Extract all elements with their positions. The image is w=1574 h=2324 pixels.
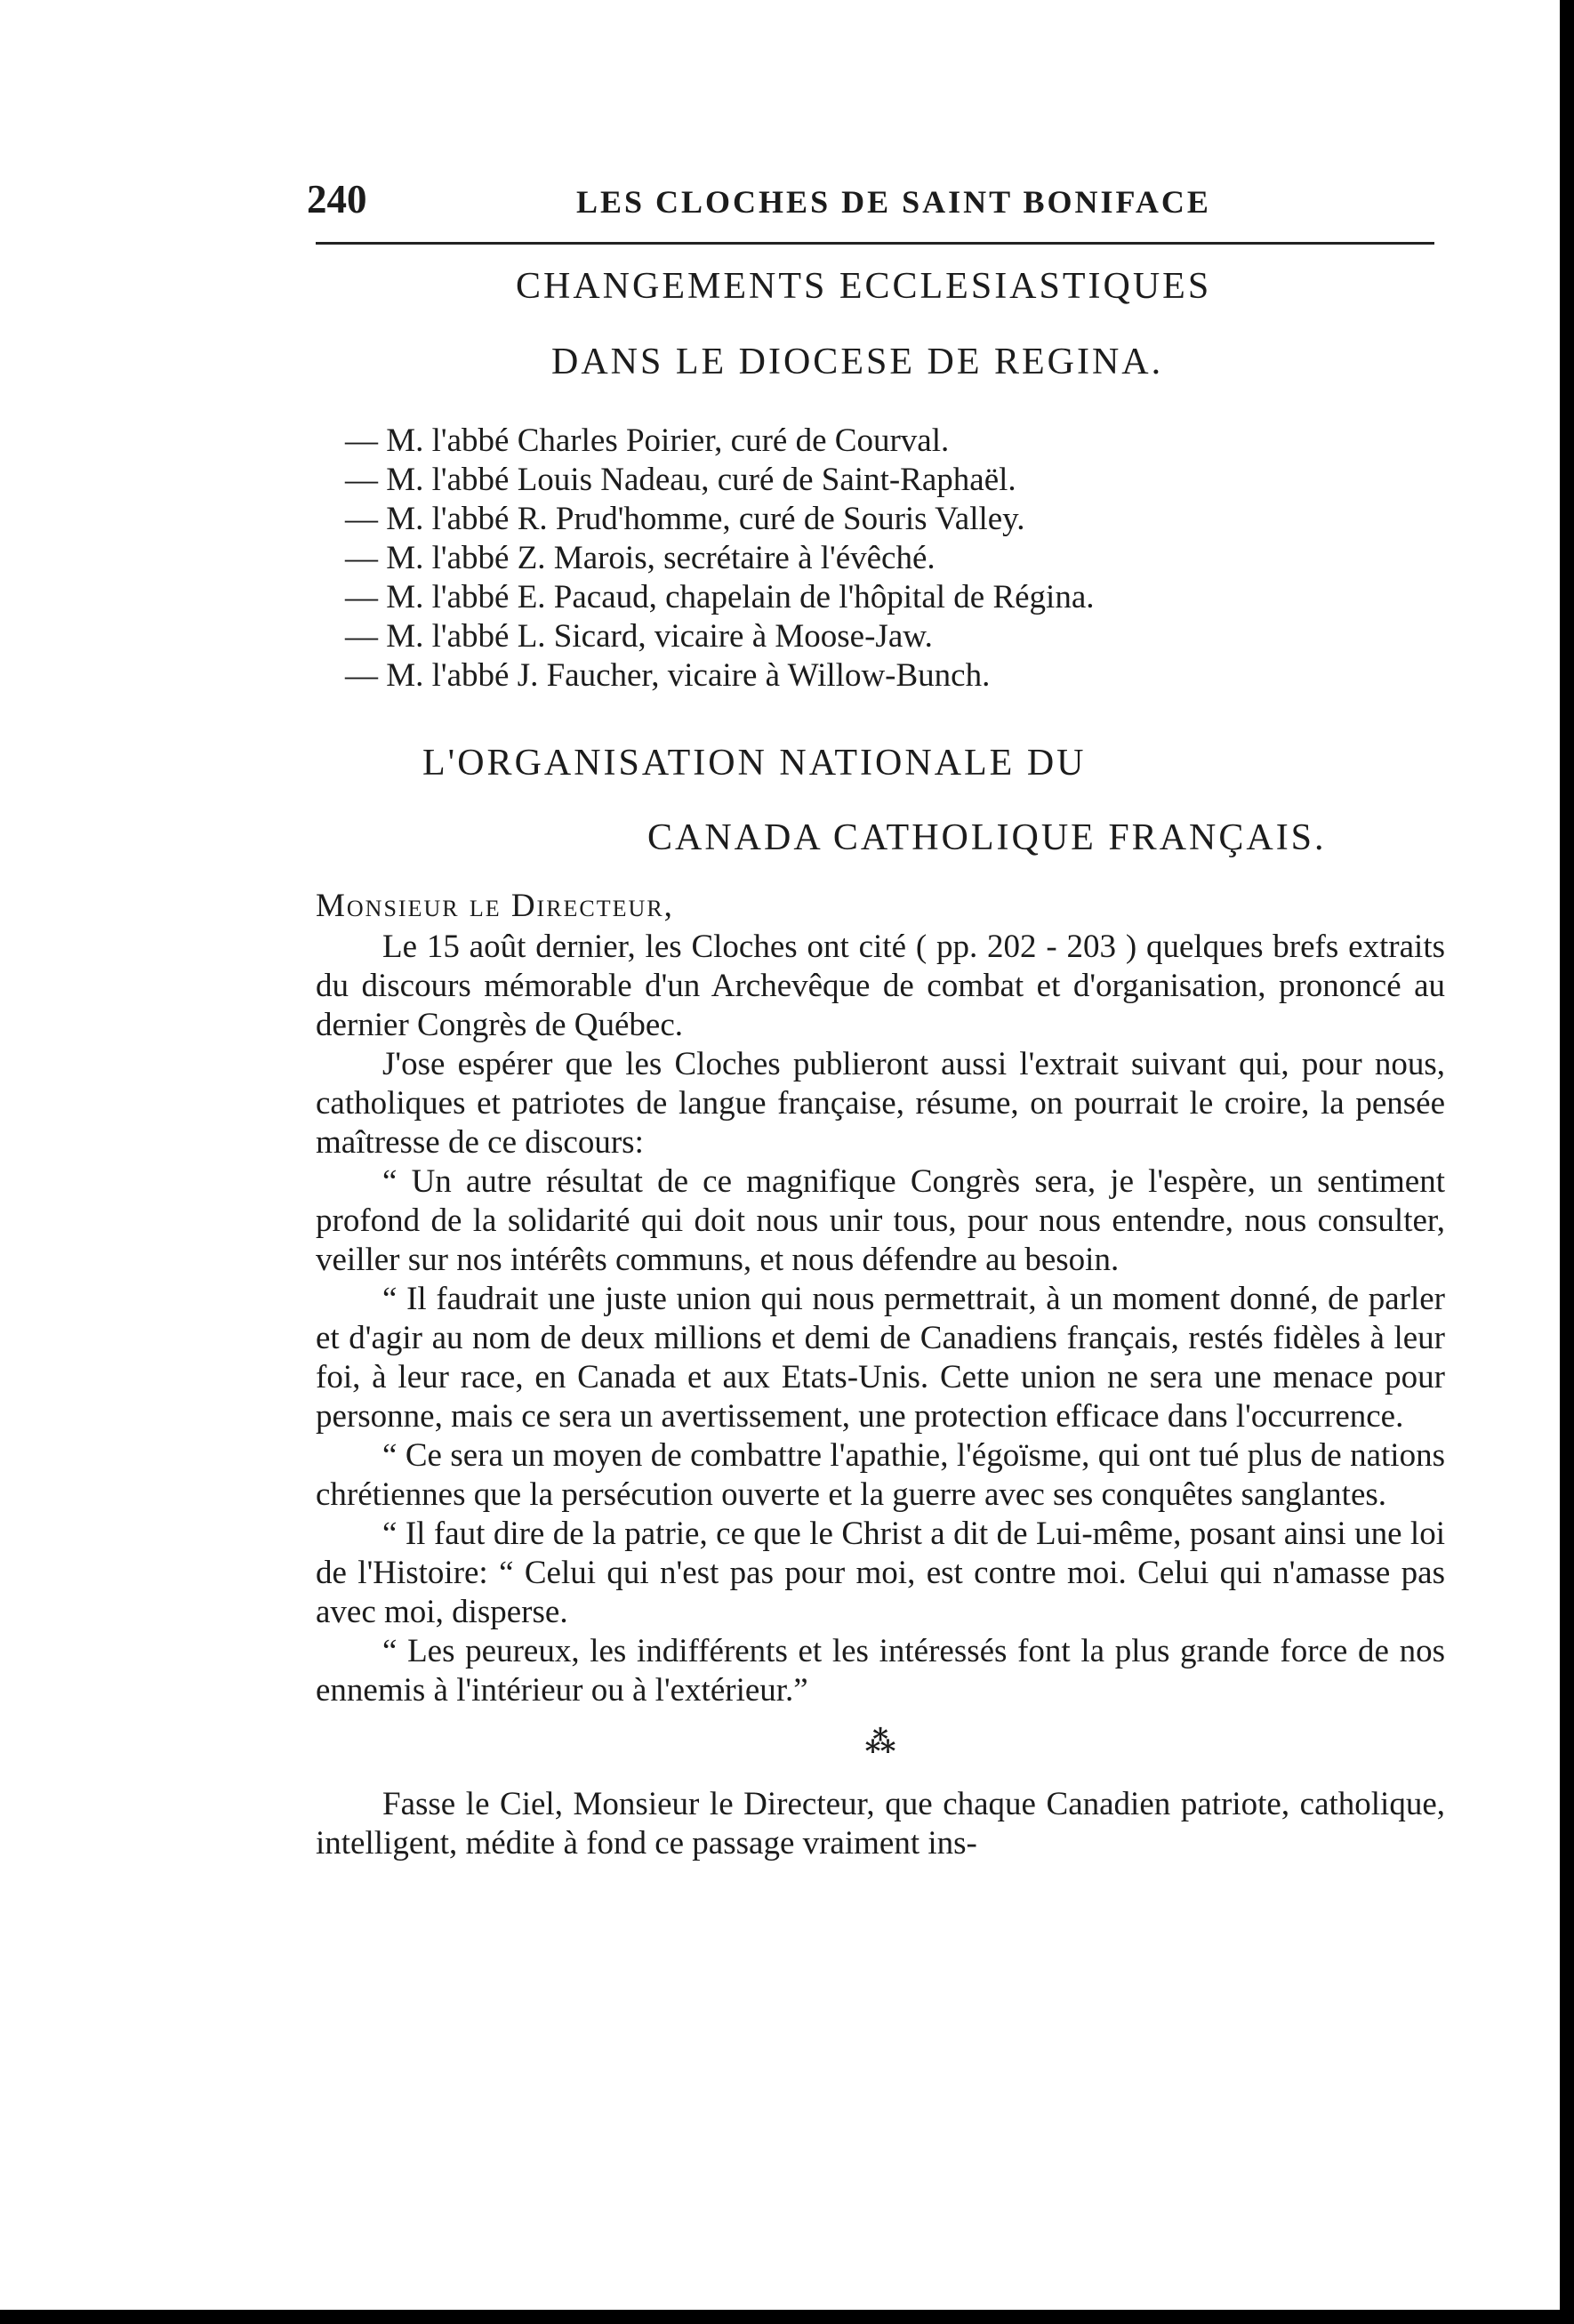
page-header: [307, 176, 1434, 229]
list-item: — M. l'abbé Z. Marois, secrétaire à l'évêché.: [345, 540, 936, 576]
section-title: CHANGEMENTS ECCLESIASTIQUES: [516, 266, 1212, 307]
quoted-paragraph: “ Ce sera un moyen de combattre l'apathie, l'égoïsme, qui ont tué plus de nations chrétiennes que la persécution ouverte et la guerre avec ses conquêtes sanglantes.: [316, 1437, 1445, 1513]
scan-border-bottom: [0, 2310, 1574, 2324]
running-title: LES CLOCHES DE SAINT BONIFACE: [576, 184, 1211, 220]
list-item: — M. l'abbé E. Pacaud, chapelain de l'hôpital de Régina.: [345, 579, 1095, 615]
list-item: — M. l'abbé Louis Nadeau, curé de Saint-Raphaël.: [345, 462, 1016, 498]
article-title-line1: L'ORGANISATION NATIONALE DU: [422, 743, 1087, 784]
letter-body: [316, 887, 1445, 1863]
letter-paragraph: Le 15 août dernier, les Cloches ont cité ( pp. 202 - 203 ) quelques brefs extraits du discours mémorable d'un Archevêque de combat et d'organisation, prononcé au dernier Congrès de Québec.: [316, 929, 1445, 1043]
asterism-separator: ⁂: [864, 1726, 896, 1759]
page-number: 240: [307, 177, 367, 221]
list-item: — M. l'abbé Charles Poirier, curé de Courval.: [345, 422, 950, 459]
list-item: — M. l'abbé R. Prud'homme, curé de Souris Valley.: [345, 501, 1025, 537]
quoted-paragraph: “ Un autre résultat de ce magnifique Congrès sera, je l'espère, un sentiment profond de la solidarité qui doit nous unir tous, pour nous entendre, nous consulter, veiller sur nos intérêts communs, et nous défendre au besoin.: [316, 1163, 1445, 1278]
letter-salutation: Monsieur le Directeur,: [316, 888, 674, 924]
quoted-paragraph: “ Les peureux, les indifférents et les intéressés font la plus grande force de nos ennemis à l'intérieur ou à l'extérieur.”: [316, 1633, 1445, 1709]
section-subtitle: DANS LE DIOCESE DE REGINA.: [551, 342, 1164, 382]
article-title-line2: CANADA CATHOLIQUE FRANÇAIS.: [647, 817, 1327, 858]
scan-border-right: [1560, 0, 1574, 2324]
closing-paragraph: Fasse le Ciel, Monsieur le Directeur, que chaque Canadien patriote, catholique, intelligent, médite à fond ce passage vraiment ins-: [316, 1786, 1445, 1862]
letter-paragraph: J'ose espérer que les Cloches publieront aussi l'extrait suivant qui, pour nous, catholiques et patriotes de langue française, résume, on pourrait le croire, la pensée maîtresse de ce discours:: [316, 1046, 1445, 1161]
quoted-paragraph: “ Il faut dire de la patrie, ce que le Christ a dit de Lui-même, posant ainsi une loi de l'Histoire: “ Celui qui n'est pas pour moi, est contre moi. Celui qui n'amasse pas avec moi, disperse.: [316, 1516, 1445, 1630]
quoted-paragraph: “ Il faudrait une juste union qui nous permettrait, à un moment donné, de parler et d'agir au nom de deux millions et demi de Canadiens français, restés fidèles à leur foi, à leur race, en Canada et aux Etats-Unis. Cette union ne sera une menace pour personne, mais ce sera un avertissement, une protection efficace dans l'occurrence.: [316, 1281, 1445, 1435]
clergy-changes-list: [345, 422, 1394, 696]
list-item: — M. l'abbé L. Sicard, vicaire à Moose-Jaw.: [345, 618, 933, 655]
header-rule: [316, 242, 1434, 245]
list-item: — M. l'abbé J. Faucher, vicaire à Willow-Bunch.: [345, 657, 991, 694]
